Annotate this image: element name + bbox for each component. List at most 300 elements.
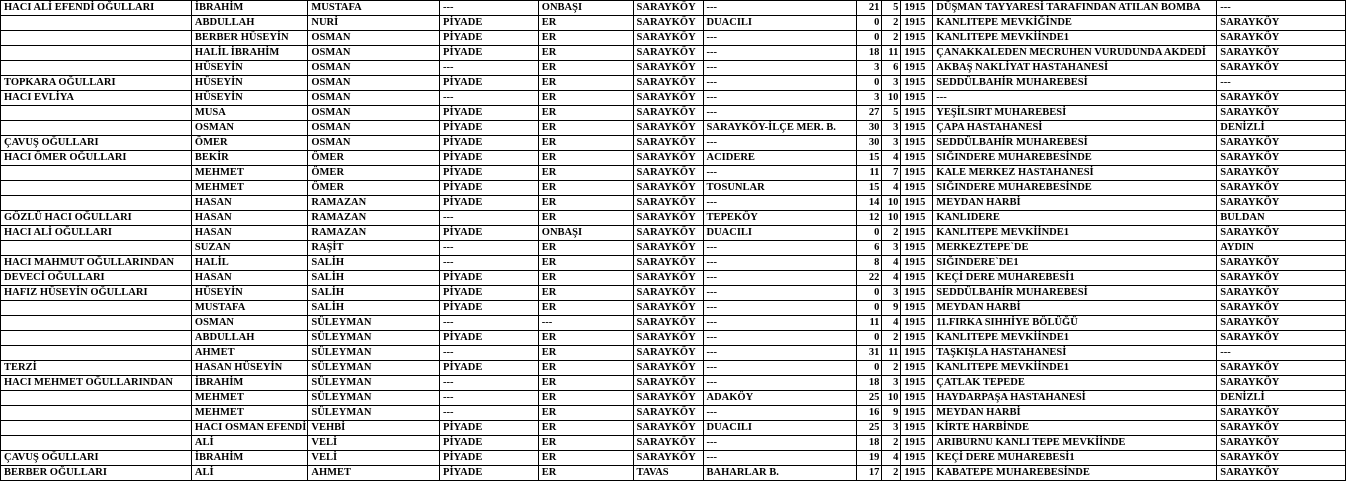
month-cell: 2 xyxy=(882,226,901,241)
day-cell: 3 xyxy=(857,61,882,76)
father-name-cell: RAMAZAN xyxy=(308,226,440,241)
day-cell: 0 xyxy=(857,226,882,241)
father-name-cell: SÜLEYMAN xyxy=(308,406,440,421)
table-row xyxy=(1,121,1346,136)
day-cell: 30 xyxy=(857,121,882,136)
day-cell: 15 xyxy=(857,151,882,166)
month-cell: 7 xyxy=(882,166,901,181)
place-of-death-cell: KABATEPE MUHAREBESİNDE xyxy=(933,466,1217,481)
place-of-death-cell: ÇANAKKALEDEN MECRUHEN VURUDUNDA AKDEDİ xyxy=(933,46,1217,61)
father-name-cell: SALİH xyxy=(308,301,440,316)
village-cell: --- xyxy=(703,286,857,301)
district-cell: SARAYKÖY xyxy=(633,181,703,196)
first-name-cell: HÜSEYİN xyxy=(191,61,307,76)
day-cell: 18 xyxy=(857,436,882,451)
burial-place-cell: --- xyxy=(1217,1,1346,16)
table-row xyxy=(1,61,1346,76)
family-name-cell xyxy=(1,61,192,76)
village-cell: --- xyxy=(703,451,857,466)
first-name-cell: İBRAHİM xyxy=(191,376,307,391)
family-name-cell xyxy=(1,421,192,436)
place-of-death-cell: 11.FIRKA SIHHİYE BÖLÜĞÜ xyxy=(933,316,1217,331)
table-row xyxy=(1,16,1346,31)
district-cell: SARAYKÖY xyxy=(633,166,703,181)
rank-cell: ER xyxy=(538,46,633,61)
first-name-cell: SUZAN xyxy=(191,241,307,256)
rank-cell: ER xyxy=(538,331,633,346)
day-cell: 16 xyxy=(857,406,882,421)
father-name-cell: SÜLEYMAN xyxy=(308,316,440,331)
first-name-cell: BEKİR xyxy=(191,151,307,166)
rank-cell: ONBAŞI xyxy=(538,1,633,16)
month-cell: 10 xyxy=(882,211,901,226)
father-name-cell: OSMAN xyxy=(308,136,440,151)
records-table-body xyxy=(1,1,1346,481)
day-cell: 8 xyxy=(857,256,882,271)
first-name-cell: MEHMET xyxy=(191,181,307,196)
family-name-cell: ÇAVUŞ OĞULLARI xyxy=(1,451,192,466)
rank-cell: ER xyxy=(538,31,633,46)
table-row xyxy=(1,271,1346,286)
day-cell: 21 xyxy=(857,1,882,16)
year-cell: 1915 xyxy=(901,331,933,346)
district-cell: SARAYKÖY xyxy=(633,91,703,106)
village-cell: --- xyxy=(703,46,857,61)
father-name-cell: SÜLEYMAN xyxy=(308,331,440,346)
branch-cell: PİYADE xyxy=(440,76,539,91)
family-name-cell: GÖZLÜ HACI OĞULLARI xyxy=(1,211,192,226)
burial-place-cell: --- xyxy=(1217,76,1346,91)
district-cell: SARAYKÖY xyxy=(633,241,703,256)
year-cell: 1915 xyxy=(901,16,933,31)
day-cell: 0 xyxy=(857,286,882,301)
father-name-cell: RAMAZAN xyxy=(308,196,440,211)
year-cell: 1915 xyxy=(901,1,933,16)
day-cell: 0 xyxy=(857,31,882,46)
branch-cell: PİYADE xyxy=(440,271,539,286)
family-name-cell xyxy=(1,31,192,46)
village-cell: --- xyxy=(703,61,857,76)
rank-cell: ER xyxy=(538,181,633,196)
year-cell: 1915 xyxy=(901,466,933,481)
burial-place-cell: SARAYKÖY xyxy=(1217,301,1346,316)
place-of-death-cell: HAYDARPAŞA HASTAHANESİ xyxy=(933,391,1217,406)
family-name-cell: HACI MEHMET OĞULLARINDAN xyxy=(1,376,192,391)
table-row xyxy=(1,361,1346,376)
month-cell: 4 xyxy=(882,181,901,196)
month-cell: 6 xyxy=(882,61,901,76)
rank-cell: ER xyxy=(538,211,633,226)
burial-place-cell: SARAYKÖY xyxy=(1217,91,1346,106)
month-cell: 2 xyxy=(882,361,901,376)
place-of-death-cell: KANLITEPE MEVKİİNDE1 xyxy=(933,31,1217,46)
month-cell: 3 xyxy=(882,76,901,91)
village-cell: DUACILI xyxy=(703,421,857,436)
branch-cell: PİYADE xyxy=(440,286,539,301)
burial-place-cell: SARAYKÖY xyxy=(1217,181,1346,196)
day-cell: 22 xyxy=(857,271,882,286)
table-row xyxy=(1,286,1346,301)
day-cell: 3 xyxy=(857,91,882,106)
month-cell: 4 xyxy=(882,256,901,271)
first-name-cell: HALİL xyxy=(191,256,307,271)
burial-place-cell: SARAYKÖY xyxy=(1217,106,1346,121)
district-cell: TAVAS xyxy=(633,466,703,481)
place-of-death-cell: ARIBURNU KANLI TEPE MEVKİİNDE xyxy=(933,436,1217,451)
table-row xyxy=(1,196,1346,211)
burial-place-cell: SARAYKÖY xyxy=(1217,406,1346,421)
year-cell: 1915 xyxy=(901,121,933,136)
first-name-cell: MEHMET xyxy=(191,166,307,181)
branch-cell: PİYADE xyxy=(440,166,539,181)
place-of-death-cell: KEÇİ DERE MUHAREBESİ1 xyxy=(933,271,1217,286)
family-name-cell: TOPKARA OĞULLARI xyxy=(1,76,192,91)
village-cell: --- xyxy=(703,301,857,316)
day-cell: 18 xyxy=(857,46,882,61)
table-row xyxy=(1,76,1346,91)
first-name-cell: HASAN xyxy=(191,196,307,211)
district-cell: SARAYKÖY xyxy=(633,346,703,361)
burial-place-cell: SARAYKÖY xyxy=(1217,256,1346,271)
table-row xyxy=(1,301,1346,316)
rank-cell: ER xyxy=(538,361,633,376)
day-cell: 0 xyxy=(857,361,882,376)
burial-place-cell: SARAYKÖY xyxy=(1217,466,1346,481)
table-row xyxy=(1,91,1346,106)
father-name-cell: NURİ xyxy=(308,16,440,31)
village-cell: --- xyxy=(703,136,857,151)
year-cell: 1915 xyxy=(901,316,933,331)
place-of-death-cell: SIĞINDERE`DE1 xyxy=(933,256,1217,271)
rank-cell: ER xyxy=(538,241,633,256)
family-name-cell xyxy=(1,181,192,196)
place-of-death-cell: SIĞINDERE MUHAREBESİNDE xyxy=(933,151,1217,166)
rank-cell: ER xyxy=(538,151,633,166)
district-cell: SARAYKÖY xyxy=(633,271,703,286)
month-cell: 2 xyxy=(882,16,901,31)
village-cell: --- xyxy=(703,256,857,271)
first-name-cell: HASAN HÜSEYİN xyxy=(191,361,307,376)
branch-cell: --- xyxy=(440,316,539,331)
district-cell: SARAYKÖY xyxy=(633,256,703,271)
day-cell: 17 xyxy=(857,466,882,481)
month-cell: 10 xyxy=(882,391,901,406)
father-name-cell: SALİH xyxy=(308,256,440,271)
village-cell: DUACILI xyxy=(703,226,857,241)
rank-cell: ER xyxy=(538,136,633,151)
district-cell: SARAYKÖY xyxy=(633,406,703,421)
day-cell: 31 xyxy=(857,346,882,361)
table-row xyxy=(1,316,1346,331)
father-name-cell: SÜLEYMAN xyxy=(308,376,440,391)
table-row xyxy=(1,451,1346,466)
branch-cell: --- xyxy=(440,256,539,271)
year-cell: 1915 xyxy=(901,256,933,271)
family-name-cell xyxy=(1,16,192,31)
burial-place-cell: SARAYKÖY xyxy=(1217,226,1346,241)
month-cell: 9 xyxy=(882,406,901,421)
branch-cell: PİYADE xyxy=(440,436,539,451)
father-name-cell: SÜLEYMAN xyxy=(308,346,440,361)
father-name-cell: SÜLEYMAN xyxy=(308,391,440,406)
month-cell: 9 xyxy=(882,301,901,316)
table-row xyxy=(1,331,1346,346)
family-name-cell xyxy=(1,241,192,256)
rank-cell: ER xyxy=(538,16,633,31)
rank-cell: ER xyxy=(538,166,633,181)
branch-cell: PİYADE xyxy=(440,226,539,241)
table-row xyxy=(1,406,1346,421)
family-name-cell xyxy=(1,316,192,331)
day-cell: 27 xyxy=(857,106,882,121)
month-cell: 2 xyxy=(882,436,901,451)
place-of-death-cell: KANLITEPE MEVKİİNDE1 xyxy=(933,226,1217,241)
family-name-cell xyxy=(1,301,192,316)
father-name-cell: ÖMER xyxy=(308,181,440,196)
father-name-cell: OSMAN xyxy=(308,91,440,106)
village-cell: SARAYKÖY-İLÇE MER. B. xyxy=(703,121,857,136)
year-cell: 1915 xyxy=(901,346,933,361)
place-of-death-cell: MEYDAN HARBİ xyxy=(933,301,1217,316)
place-of-death-cell: ÇAPA HASTAHANESİ xyxy=(933,121,1217,136)
branch-cell: --- xyxy=(440,346,539,361)
branch-cell: PİYADE xyxy=(440,136,539,151)
place-of-death-cell: MEYDAN HARBİ xyxy=(933,196,1217,211)
branch-cell: PİYADE xyxy=(440,31,539,46)
place-of-death-cell: KİRTE HARBİNDE xyxy=(933,421,1217,436)
year-cell: 1915 xyxy=(901,106,933,121)
table-row xyxy=(1,241,1346,256)
district-cell: SARAYKÖY xyxy=(633,226,703,241)
family-name-cell: HACI MAHMUT OĞULLARINDAN xyxy=(1,256,192,271)
month-cell: 4 xyxy=(882,151,901,166)
day-cell: 11 xyxy=(857,316,882,331)
day-cell: 15 xyxy=(857,181,882,196)
place-of-death-cell: SEDDÜLBAHİR MUHAREBESİ xyxy=(933,286,1217,301)
district-cell: SARAYKÖY xyxy=(633,16,703,31)
branch-cell: --- xyxy=(440,391,539,406)
family-name-cell xyxy=(1,166,192,181)
burial-place-cell: --- xyxy=(1217,346,1346,361)
month-cell: 3 xyxy=(882,241,901,256)
place-of-death-cell: AKBAŞ NAKLİYAT HASTAHANESİ xyxy=(933,61,1217,76)
month-cell: 4 xyxy=(882,316,901,331)
place-of-death-cell: SEDDÜLBAHİR MUHAREBESİ xyxy=(933,76,1217,91)
burial-place-cell: SARAYKÖY xyxy=(1217,451,1346,466)
father-name-cell: OSMAN xyxy=(308,121,440,136)
first-name-cell: HASAN xyxy=(191,271,307,286)
district-cell: SARAYKÖY xyxy=(633,61,703,76)
rank-cell: ER xyxy=(538,391,633,406)
district-cell: SARAYKÖY xyxy=(633,331,703,346)
district-cell: SARAYKÖY xyxy=(633,391,703,406)
place-of-death-cell: YEŞİLSIRT MUHAREBESİ xyxy=(933,106,1217,121)
day-cell: 14 xyxy=(857,196,882,211)
village-cell: --- xyxy=(703,271,857,286)
family-name-cell: HACI EVLİYA xyxy=(1,91,192,106)
village-cell: --- xyxy=(703,436,857,451)
district-cell: SARAYKÖY xyxy=(633,46,703,61)
branch-cell: --- xyxy=(440,1,539,16)
year-cell: 1915 xyxy=(901,31,933,46)
rank-cell: ER xyxy=(538,121,633,136)
village-cell: --- xyxy=(703,376,857,391)
table-row xyxy=(1,346,1346,361)
district-cell: SARAYKÖY xyxy=(633,151,703,166)
burial-place-cell: SARAYKÖY xyxy=(1217,196,1346,211)
burial-place-cell: SARAYKÖY xyxy=(1217,436,1346,451)
branch-cell: --- xyxy=(440,91,539,106)
burial-place-cell: SARAYKÖY xyxy=(1217,16,1346,31)
place-of-death-cell: KEÇİ DERE MUHAREBESİ1 xyxy=(933,451,1217,466)
day-cell: 0 xyxy=(857,76,882,91)
table-row xyxy=(1,106,1346,121)
year-cell: 1915 xyxy=(901,196,933,211)
branch-cell: PİYADE xyxy=(440,361,539,376)
rank-cell: ER xyxy=(538,76,633,91)
burial-place-cell: SARAYKÖY xyxy=(1217,46,1346,61)
year-cell: 1915 xyxy=(901,301,933,316)
father-name-cell: SALİH xyxy=(308,286,440,301)
family-name-cell: ÇAVUŞ OĞULLARI xyxy=(1,136,192,151)
village-cell: --- xyxy=(703,166,857,181)
branch-cell: --- xyxy=(440,241,539,256)
rank-cell: ER xyxy=(538,256,633,271)
father-name-cell: ÖMER xyxy=(308,151,440,166)
year-cell: 1915 xyxy=(901,241,933,256)
year-cell: 1915 xyxy=(901,46,933,61)
first-name-cell: ALİ xyxy=(191,466,307,481)
branch-cell: PİYADE xyxy=(440,181,539,196)
father-name-cell: VELİ xyxy=(308,436,440,451)
first-name-cell: İBRAHİM xyxy=(191,1,307,16)
father-name-cell: OSMAN xyxy=(308,46,440,61)
table-row xyxy=(1,226,1346,241)
burial-place-cell: SARAYKÖY xyxy=(1217,376,1346,391)
day-cell: 12 xyxy=(857,211,882,226)
first-name-cell: MEHMET xyxy=(191,391,307,406)
branch-cell: PİYADE xyxy=(440,301,539,316)
place-of-death-cell: KANLITEPE MEVKİİNDE1 xyxy=(933,331,1217,346)
village-cell: --- xyxy=(703,331,857,346)
father-name-cell: VELİ xyxy=(308,451,440,466)
village-cell: --- xyxy=(703,346,857,361)
family-name-cell: HAFIZ HÜSEYİN OĞULLARI xyxy=(1,286,192,301)
village-cell: --- xyxy=(703,91,857,106)
village-cell: --- xyxy=(703,196,857,211)
place-of-death-cell: KANLITEPE MEVKİİNDE1 xyxy=(933,361,1217,376)
branch-cell: PİYADE xyxy=(440,151,539,166)
family-name-cell: HACI ALİ OĞULLARI xyxy=(1,226,192,241)
place-of-death-cell: KALE MERKEZ HASTAHANESİ xyxy=(933,166,1217,181)
village-cell: --- xyxy=(703,316,857,331)
place-of-death-cell: SIĞINDERE MUHAREBESİNDE xyxy=(933,181,1217,196)
family-name-cell xyxy=(1,436,192,451)
rank-cell: ER xyxy=(538,61,633,76)
year-cell: 1915 xyxy=(901,421,933,436)
year-cell: 1915 xyxy=(901,271,933,286)
rank-cell: ER xyxy=(538,451,633,466)
table-row xyxy=(1,256,1346,271)
rank-cell: ER xyxy=(538,196,633,211)
family-name-cell xyxy=(1,346,192,361)
branch-cell: PİYADE xyxy=(440,16,539,31)
family-name-cell: HACI ÖMER OĞULLARI xyxy=(1,151,192,166)
place-of-death-cell: DÜŞMAN TAYYARESİ TARAFINDAN ATILAN BOMBA xyxy=(933,1,1217,16)
year-cell: 1915 xyxy=(901,91,933,106)
first-name-cell: ABDULLAH xyxy=(191,16,307,31)
place-of-death-cell: MEYDAN HARBİ xyxy=(933,406,1217,421)
village-cell: DUACILI xyxy=(703,16,857,31)
family-name-cell xyxy=(1,391,192,406)
father-name-cell: AHMET xyxy=(308,466,440,481)
day-cell: 6 xyxy=(857,241,882,256)
rank-cell: ER xyxy=(538,346,633,361)
month-cell: 3 xyxy=(882,376,901,391)
first-name-cell: OSMAN xyxy=(191,316,307,331)
family-name-cell xyxy=(1,121,192,136)
table-row xyxy=(1,421,1346,436)
family-name-cell xyxy=(1,406,192,421)
rank-cell: ER xyxy=(538,466,633,481)
burial-place-cell: SARAYKÖY xyxy=(1217,271,1346,286)
burial-place-cell: SARAYKÖY xyxy=(1217,286,1346,301)
rank-cell: --- xyxy=(538,316,633,331)
place-of-death-cell: KANLITEPE MEVKİĞİNDE xyxy=(933,16,1217,31)
first-name-cell: HÜSEYİN xyxy=(191,286,307,301)
family-name-cell: DEVECİ OĞULLARI xyxy=(1,271,192,286)
family-name-cell xyxy=(1,331,192,346)
rank-cell: ER xyxy=(538,286,633,301)
first-name-cell: AHMET xyxy=(191,346,307,361)
year-cell: 1915 xyxy=(901,391,933,406)
place-of-death-cell: ÇATLAK TEPEDE xyxy=(933,376,1217,391)
family-name-cell: BERBER OĞULLARI xyxy=(1,466,192,481)
burial-place-cell: DENİZLİ xyxy=(1217,121,1346,136)
place-of-death-cell: --- xyxy=(933,91,1217,106)
day-cell: 0 xyxy=(857,301,882,316)
day-cell: 25 xyxy=(857,391,882,406)
village-cell: --- xyxy=(703,241,857,256)
table-row xyxy=(1,166,1346,181)
village-cell: --- xyxy=(703,406,857,421)
table-row xyxy=(1,1,1346,16)
burial-place-cell: SARAYKÖY xyxy=(1217,361,1346,376)
village-cell: BAHARLAR B. xyxy=(703,466,857,481)
first-name-cell: MEHMET xyxy=(191,406,307,421)
first-name-cell: HASAN xyxy=(191,226,307,241)
month-cell: 5 xyxy=(882,106,901,121)
rank-cell: ER xyxy=(538,421,633,436)
first-name-cell: ABDULLAH xyxy=(191,331,307,346)
district-cell: SARAYKÖY xyxy=(633,121,703,136)
rank-cell: ER xyxy=(538,271,633,286)
district-cell: SARAYKÖY xyxy=(633,286,703,301)
year-cell: 1915 xyxy=(901,76,933,91)
district-cell: SARAYKÖY xyxy=(633,376,703,391)
first-name-cell: İBRAHİM xyxy=(191,451,307,466)
district-cell: SARAYKÖY xyxy=(633,361,703,376)
father-name-cell: RAŞİT xyxy=(308,241,440,256)
first-name-cell: HASAN xyxy=(191,211,307,226)
rank-cell: ER xyxy=(538,436,633,451)
place-of-death-cell: SEDDÜLBAHİR MUHAREBESİ xyxy=(933,136,1217,151)
day-cell: 25 xyxy=(857,421,882,436)
first-name-cell: MUSTAFA xyxy=(191,301,307,316)
table-row xyxy=(1,376,1346,391)
place-of-death-cell: KANLIDERE xyxy=(933,211,1217,226)
month-cell: 3 xyxy=(882,421,901,436)
